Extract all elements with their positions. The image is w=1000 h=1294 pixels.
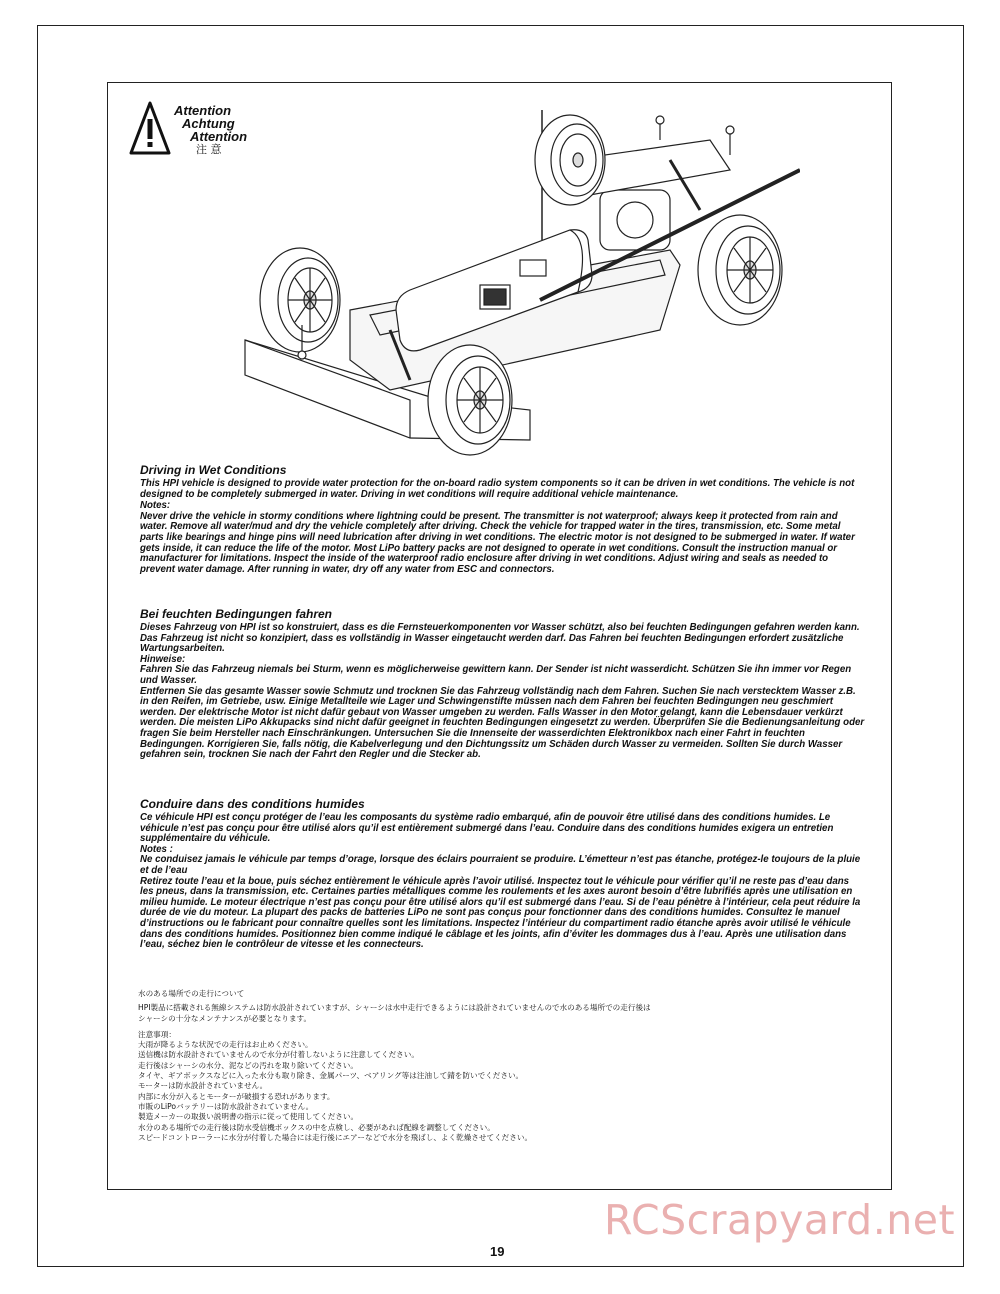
section-english [140, 463, 865, 575]
section-japanese [138, 989, 838, 1143]
list-item: スピードコントローラーに水分が付着した場合には走行後にエアーなどで水分を飛ばし、よく乾燥させてください。 [138, 1132, 533, 1142]
warning-labels [170, 104, 247, 156]
list-item: 内部に水分が入るとモーターが破損する恐れがあります。 [138, 1091, 335, 1101]
notes-label: Notes : [140, 843, 173, 855]
warning-label-fr: Attention [190, 129, 248, 144]
warning-triangle-icon [128, 100, 172, 156]
page-number: 19 [490, 1244, 505, 1259]
list-item: タイヤ、ギアボックスなどに入った水分も取り除き、金属パーツ、ベアリング等は注油して錆を防いでください。 [138, 1071, 524, 1081]
list-item: 走行後はシャーシの水分、泥などの汚れを取り除いてください。 [138, 1060, 358, 1070]
section-title: Conduire dans des conditions humides [140, 797, 365, 811]
notes-text: Retirez toute l’eau et la boue, puis séchez entièrement le véhicule après l’avoir utilisé. Inspectez tout le véhicule pour vérifier qu’il ne reste pas d’eau dans les pneus, dans la transmission, etc. Certaines parties métalliques comme les roulements et les axes auront besoin d’être lubrifiés après une utilisation en milieu humide. Le moteur électrique n’est pas conçu pour être utilisé alors qu’il est submergé dans l’eau. Si de l’eau pénètre à l’intérieur, cela peut réduire la durée de vie du moteur. La plupart des packs de batteries LiPo ne sont pas conçus pour fonctionner dans des conditions humides. Consultez le manuel d’instructions ou le fabricant pour connaître quelles sont les limitations. Inspectez l’intérieur du compartiment radio étanche après avoir utilisé le véhicule dans des conditions humides. Positionnez bien comme indiqué le câblage et les joints, afin d’éviter les dommages dus à l’eau. Après une utilisation dans l’eau, séchez bien le contrôleur de vitesse et les connecteurs. [140, 875, 861, 951]
list-item: 製造メーカーの取扱い説明書の指示に従って使用してください。 [138, 1112, 359, 1122]
section-german [140, 607, 865, 761]
notes-text: Entfernen Sie das gesamte Wasser sowie Schmutz und trocknen Sie das Fahrzeug vollständig nach dem Fahren. Suchen Sie nach verstecktem Wasser z.B. in den Reifen, im Getriebe, usw. Einige Metallteile wie Lager und Schwingenstifte müssen nach dem Fahren bei feuchten Bedingungen neu geschmiert werden. Der elektrische Motor ist nicht dafür gebaut von Wasser umgeben zu werden. Falls Wasser in den Motor gelangt, kann die Lebensdauer verkürzt werden. Die meisten LiPo Akkupacks sind nicht dafür geeignet in feuchten Bedingungen eingesetzt zu werden. Überprüfen Sie die Bedienungsanleitung oder fragen Sie beim Hersteller nach Einschränkungen. Untersuchen Sie die Innenseite der wasserdichten Elektronikbox nach einer Fahrt in feuchten Bedingungen. Korrigieren Sie, falls nötig, die Kabelverlegung und den Dichtungssitz um Schäden durch Wasser zu vermeiden. Sollten Sie durch Wasser gefahren sein, trocknen Sie nach der Fahrt den Regler und die Stecker ab. [140, 685, 865, 761]
notes-text: Ne conduisez jamais le véhicule par temps d’orage, lorsque des éclairs pourraient se produire. L’émetteur n’est pas étanche, protégez-le toujours de la pluie et de l’eau [140, 854, 861, 876]
list-item: 大雨が降るような状況での走行はお止めください。 [138, 1040, 313, 1050]
notes-label: 注意事項： [138, 1029, 176, 1039]
watermark: RCScrapyard.net [604, 1196, 956, 1244]
notes-text: Fahren Sie das Fahrzeug niemals bei Sturm, wenn es möglicherweise gewittern kann. Der Sender ist nicht wasserdicht. Schützen Sie ihn immer vor Regen und Wasser. [140, 664, 852, 686]
list-item: 送信機は防水設計されていませんので水分が付着しないように注意してください。 [138, 1050, 419, 1060]
section-title: Driving in Wet Conditions [140, 463, 287, 477]
section-title: 水のある場所での走行について [138, 989, 245, 998]
list-item: 市販のLiPoバッテリーは防水設計されていません。 [138, 1101, 314, 1111]
section-intro: This HPI vehicle is designed to provide water protection for the on-board radio system components so it can be driven in wet conditions. The vehicle is not designed to be completely submerged in water. Driving in wet conditions will require additional vehicle maintenance. [140, 478, 855, 500]
list-item: モーターは防水設計されていません。 [138, 1081, 268, 1091]
section-intro: シャーシの十分なメンテナンスが必要となります。 [138, 1013, 312, 1023]
section-title: Bei feuchten Bedingungen fahren [140, 607, 333, 621]
warning-label-de: Achtung [182, 116, 235, 131]
section-intro: Ce véhicule HPI est conçu protéger de l’eau les composants du système radio embarqué, afin de pouvoir être utilisé dans des conditions humides. Le véhicule n’est pas conçu pour être utilisé alors qu’il est entièrement submergé dans l’eau. Conduire dans des conditions humides exigera un entretien supplémentaire du véhicule. [140, 812, 834, 845]
notes-text: Never drive the vehicle in stormy conditions where lightning could be present. The transmitter is not waterproof; always keep it protected from rain and water. Remove all water/mud and dry the vehicle completely after driving. Check the vehicle for trapped water in the tires, transmission, etc. Some metal parts like bearings and hinge pins will need lubrication after driving in wet conditions. The electric motor is not designed to be submerged in water. If water gets inside, it can reduce the life of the motor. Most LiPo battery packs are not designed to operate in wet conditions. Consult the instruction manual or manufacturer for limitations. Inspect the inside of the waterproof radio enclosure after driving in wet conditions. Adjust wiring and seals as needed to prevent water damage. After running in water, dry off any water from ESC and connectors. [140, 510, 855, 575]
notes-label: Notes: [140, 500, 171, 512]
section-intro: HPI製品に搭載される無線システムは防水設計されていますが、シャーシは水中走行できるようには設計されていませんので水のある場所での走行後は [138, 1003, 651, 1013]
chassis-illustration [240, 100, 800, 460]
warning-label-en: Attention [174, 103, 232, 118]
warning-label-jp: 注 意 [196, 143, 222, 156]
section-intro: Dieses Fahrzeug von HPI ist so konstruiert, dass es die Fernsteuerkomponenten vor Wasser schützt, also bei feuchten Bedingungen gefahren werden kann. Das Fahrzeug ist nicht so konzipiert, dass es vollständig in Wasser eingetaucht werden darf. Das Fahren bei feuchten Bedingungen erfordert zusätzliche Wartungsarbeiten. [140, 622, 860, 655]
section-french [140, 797, 865, 951]
notes-label: Hinweise: [140, 653, 186, 665]
list-item: 水分のある場所での走行後は防水受信機ボックスの中を点検し、必要があれば配線を調整してください。 [138, 1122, 495, 1132]
